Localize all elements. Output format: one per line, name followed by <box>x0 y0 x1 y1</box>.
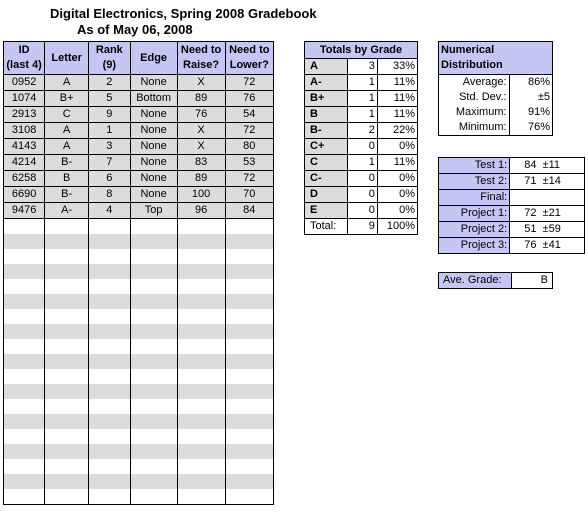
cell-edge[interactable]: Top <box>130 203 177 219</box>
empty-cell[interactable] <box>225 294 273 309</box>
cell-rank[interactable]: 2 <box>89 75 131 91</box>
gradebook-row <box>4 171 274 187</box>
distribution-value[interactable]: 86% <box>509 75 552 91</box>
empty-cell[interactable] <box>177 294 225 309</box>
tests-body <box>439 158 585 254</box>
grade-letter[interactable]: C <box>305 155 348 171</box>
gradebook-title <box>50 6 317 38</box>
distribution-row <box>439 120 553 136</box>
empty-cell[interactable] <box>130 249 177 264</box>
gradebook-empty-row <box>4 399 274 414</box>
empty-cell[interactable] <box>130 399 177 414</box>
cell-rank[interactable]: 9 <box>89 107 131 123</box>
test-label[interactable]: Final: <box>439 190 510 206</box>
grade-count[interactable]: 0 <box>348 203 378 219</box>
test-score[interactable]: 72 ±21 <box>510 206 585 222</box>
cell-rank[interactable]: 6 <box>89 171 131 187</box>
totals-row <box>305 139 418 155</box>
empty-cell[interactable] <box>177 429 225 444</box>
totals-row <box>305 123 418 139</box>
totals-total-row <box>305 219 418 235</box>
cell-letter[interactable]: A <box>45 123 89 139</box>
grade-percent[interactable]: 0% <box>377 171 417 187</box>
empty-cell[interactable] <box>177 309 225 324</box>
distribution-row <box>439 75 553 91</box>
empty-cell[interactable] <box>177 369 225 384</box>
distribution-value[interactable]: 76% <box>509 120 552 136</box>
empty-cell[interactable] <box>45 339 89 354</box>
empty-cell[interactable] <box>130 309 177 324</box>
empty-cell[interactable] <box>225 354 273 369</box>
empty-cell[interactable] <box>89 309 131 324</box>
empty-cell[interactable] <box>45 444 89 459</box>
empty-cell[interactable] <box>130 384 177 399</box>
cell-edge[interactable]: None <box>130 171 177 187</box>
cell-edge[interactable]: Bottom <box>130 91 177 107</box>
distribution-value[interactable]: ±5 <box>509 90 552 105</box>
empty-cell[interactable] <box>89 414 131 429</box>
empty-cell[interactable] <box>4 294 45 309</box>
totals-header[interactable]: Totals by Grade <box>305 42 418 59</box>
grade-count[interactable]: 0 <box>348 139 378 155</box>
empty-cell[interactable] <box>225 384 273 399</box>
empty-cell[interactable] <box>225 339 273 354</box>
cell-id[interactable]: 4214 <box>4 155 45 171</box>
empty-cell[interactable] <box>45 279 89 294</box>
grade-percent[interactable]: 11% <box>377 75 417 91</box>
empty-cell[interactable] <box>225 249 273 264</box>
grade-letter[interactable]: D <box>305 187 348 203</box>
empty-cell[interactable] <box>225 279 273 294</box>
empty-cell[interactable] <box>45 429 89 444</box>
cell-id[interactable]: 4143 <box>4 139 45 155</box>
gradebook-row <box>4 75 274 91</box>
empty-cell[interactable] <box>177 489 225 505</box>
test-label[interactable]: Project 2: <box>439 222 510 238</box>
grade-percent[interactable]: 0% <box>377 203 417 219</box>
empty-cell[interactable] <box>89 459 131 474</box>
empty-cell[interactable] <box>89 429 131 444</box>
empty-cell[interactable] <box>177 444 225 459</box>
numerical-distribution-table <box>438 41 553 136</box>
empty-cell[interactable] <box>177 279 225 294</box>
empty-cell[interactable] <box>4 264 45 279</box>
empty-cell[interactable] <box>45 459 89 474</box>
gradebook-body <box>4 75 274 505</box>
empty-cell[interactable] <box>45 399 89 414</box>
tests-table <box>438 157 585 254</box>
distribution-value[interactable]: 91% <box>509 105 552 120</box>
empty-cell[interactable] <box>89 279 131 294</box>
cell-id[interactable]: 3108 <box>4 123 45 139</box>
test-score[interactable]: 84 ±11 <box>510 158 585 174</box>
grade-percent[interactable]: 0% <box>377 187 417 203</box>
gradebook-empty-row <box>4 414 274 429</box>
totals-row <box>305 75 418 91</box>
distribution-label[interactable]: Minimum: <box>439 120 510 136</box>
gradebook-empty-row <box>4 234 274 249</box>
cell-letter[interactable]: A <box>45 75 89 91</box>
cell-lower[interactable]: 70 <box>225 187 273 203</box>
cell-lower[interactable]: 72 <box>225 123 273 139</box>
empty-cell[interactable] <box>130 429 177 444</box>
cell-lower[interactable]: 72 <box>225 75 273 91</box>
empty-cell[interactable] <box>130 459 177 474</box>
grade-count[interactable]: 1 <box>348 155 378 171</box>
empty-cell[interactable] <box>4 369 45 384</box>
empty-cell[interactable] <box>225 399 273 414</box>
empty-cell[interactable] <box>45 309 89 324</box>
empty-cell[interactable] <box>177 234 225 249</box>
gradebook-row <box>4 155 274 171</box>
empty-cell[interactable] <box>4 249 45 264</box>
grade-count[interactable]: 1 <box>348 91 378 107</box>
empty-cell[interactable] <box>45 294 89 309</box>
empty-cell[interactable] <box>130 474 177 489</box>
distribution-body <box>439 75 553 136</box>
empty-cell[interactable] <box>45 219 89 235</box>
gradebook-row <box>4 139 274 155</box>
cell-lower[interactable]: 76 <box>225 91 273 107</box>
empty-cell[interactable] <box>4 324 45 339</box>
empty-cell[interactable] <box>4 339 45 354</box>
empty-cell[interactable] <box>89 369 131 384</box>
empty-cell[interactable] <box>177 414 225 429</box>
grade-letter[interactable]: A- <box>305 75 348 91</box>
empty-cell[interactable] <box>225 444 273 459</box>
empty-cell[interactable] <box>130 414 177 429</box>
cell-edge[interactable]: None <box>130 155 177 171</box>
gradebook-empty-row <box>4 249 274 264</box>
empty-cell[interactable] <box>225 414 273 429</box>
test-score[interactable]: 71 ±14 <box>510 174 585 190</box>
cell-edge[interactable]: None <box>130 139 177 155</box>
test-row <box>439 190 585 206</box>
col-rank-header[interactable]: Rank (9) <box>89 42 131 75</box>
cell-lower[interactable]: 84 <box>225 203 273 219</box>
col-letter-header[interactable]: Letter <box>45 42 89 75</box>
empty-cell[interactable] <box>177 324 225 339</box>
grade-count[interactable]: 1 <box>348 107 378 123</box>
distribution-header[interactable]: Numerical Distribution <box>439 42 553 75</box>
cell-raise[interactable]: X <box>177 139 225 155</box>
test-score[interactable] <box>510 190 585 206</box>
test-score[interactable]: 76 ±41 <box>510 238 585 254</box>
cell-letter[interactable]: B- <box>45 155 89 171</box>
cell-letter[interactable]: A <box>45 139 89 155</box>
test-row <box>439 238 585 254</box>
totals-row <box>305 91 418 107</box>
title-line2: As of May 06, 2008 <box>77 22 193 37</box>
test-score[interactable]: 51 ±59 <box>510 222 585 238</box>
grade-count[interactable]: 1 <box>348 75 378 91</box>
cell-rank[interactable]: 7 <box>89 155 131 171</box>
empty-cell[interactable] <box>177 339 225 354</box>
empty-cell[interactable] <box>89 399 131 414</box>
cell-edge[interactable]: None <box>130 123 177 139</box>
empty-cell[interactable] <box>89 234 131 249</box>
empty-cell[interactable] <box>45 324 89 339</box>
empty-cell[interactable] <box>225 264 273 279</box>
cell-id[interactable]: 2913 <box>4 107 45 123</box>
grade-count[interactable]: 3 <box>348 59 378 75</box>
test-label[interactable]: Project 3: <box>439 238 510 254</box>
grade-letter[interactable]: B <box>305 107 348 123</box>
empty-cell[interactable] <box>130 234 177 249</box>
empty-cell[interactable] <box>130 489 177 505</box>
empty-cell[interactable] <box>177 249 225 264</box>
gradebook-empty-row <box>4 489 274 505</box>
empty-cell[interactable] <box>225 459 273 474</box>
col-edge-header[interactable]: Edge <box>130 42 177 75</box>
gradebook-row <box>4 203 274 219</box>
cell-raise[interactable]: 96 <box>177 203 225 219</box>
empty-cell[interactable] <box>4 414 45 429</box>
distribution-row <box>439 90 553 105</box>
empty-cell[interactable] <box>89 384 131 399</box>
gradebook-empty-row <box>4 459 274 474</box>
gradebook-table <box>3 41 274 505</box>
empty-cell[interactable] <box>225 369 273 384</box>
grade-letter[interactable]: E <box>305 203 348 219</box>
cell-raise[interactable]: X <box>177 75 225 91</box>
cell-lower[interactable]: 72 <box>225 171 273 187</box>
totals-row <box>305 203 418 219</box>
gradebook-empty-row <box>4 324 274 339</box>
empty-cell[interactable] <box>89 324 131 339</box>
empty-cell[interactable] <box>225 489 273 505</box>
gradebook-empty-row <box>4 384 274 399</box>
cell-letter[interactable]: C <box>45 107 89 123</box>
cell-raise[interactable]: 76 <box>177 107 225 123</box>
empty-cell[interactable] <box>89 249 131 264</box>
distribution-label[interactable]: Std. Dev.: <box>439 90 510 105</box>
cell-letter[interactable]: B <box>45 171 89 187</box>
cell-lower[interactable]: 80 <box>225 139 273 155</box>
cell-raise[interactable]: 89 <box>177 171 225 187</box>
grade-percent[interactable]: 0% <box>377 139 417 155</box>
col-lower-header[interactable]: Need to Lower? <box>225 42 273 75</box>
cell-raise[interactable]: 89 <box>177 91 225 107</box>
cell-id[interactable]: 6258 <box>4 171 45 187</box>
empty-cell[interactable] <box>177 399 225 414</box>
cell-rank[interactable]: 5 <box>89 91 131 107</box>
totals-total-label[interactable]: Total: <box>305 219 348 235</box>
empty-cell[interactable] <box>45 474 89 489</box>
col-id-header[interactable]: ID (last 4) <box>4 42 45 75</box>
empty-cell[interactable] <box>4 399 45 414</box>
empty-cell[interactable] <box>89 264 131 279</box>
gradebook-empty-row <box>4 339 274 354</box>
cell-raise[interactable]: X <box>177 123 225 139</box>
gradebook-empty-row <box>4 219 274 235</box>
gradebook-row <box>4 187 274 203</box>
empty-cell[interactable] <box>225 324 273 339</box>
empty-cell[interactable] <box>4 309 45 324</box>
empty-cell[interactable] <box>89 219 131 235</box>
ave-grade-value[interactable]: B <box>511 273 552 289</box>
totals-total-count[interactable]: 9 <box>348 219 378 235</box>
test-row <box>439 174 585 190</box>
totals-total-pct[interactable]: 100% <box>377 219 417 235</box>
totals-row <box>305 59 418 75</box>
empty-cell[interactable] <box>89 444 131 459</box>
empty-cell[interactable] <box>177 354 225 369</box>
empty-cell[interactable] <box>4 444 45 459</box>
empty-cell[interactable] <box>225 474 273 489</box>
empty-cell[interactable] <box>4 489 45 505</box>
empty-cell[interactable] <box>45 489 89 505</box>
cell-id[interactable]: 9476 <box>4 203 45 219</box>
empty-cell[interactable] <box>130 354 177 369</box>
empty-cell[interactable] <box>4 384 45 399</box>
cell-rank[interactable]: 8 <box>89 187 131 203</box>
gradebook-empty-row <box>4 474 274 489</box>
empty-cell[interactable] <box>130 279 177 294</box>
gradebook-row <box>4 123 274 139</box>
empty-cell[interactable] <box>130 324 177 339</box>
totals-by-grade-table <box>304 41 418 235</box>
cell-edge[interactable]: None <box>130 107 177 123</box>
gradebook-header-row <box>4 42 274 75</box>
cell-edge[interactable]: None <box>130 187 177 203</box>
grade-letter[interactable]: B- <box>305 123 348 139</box>
gradebook-empty-row <box>4 309 274 324</box>
empty-cell[interactable] <box>45 354 89 369</box>
grade-percent[interactable]: 22% <box>377 123 417 139</box>
empty-cell[interactable] <box>177 264 225 279</box>
cell-rank[interactable]: 4 <box>89 203 131 219</box>
empty-cell[interactable] <box>45 249 89 264</box>
test-label[interactable]: Test 1: <box>439 158 510 174</box>
title-line1: Digital Electronics, Spring 2008 Gradebook <box>50 6 317 21</box>
grade-percent[interactable]: 33% <box>377 59 417 75</box>
average-grade-table <box>438 272 553 289</box>
empty-cell[interactable] <box>225 429 273 444</box>
empty-cell[interactable] <box>89 474 131 489</box>
empty-cell[interactable] <box>89 294 131 309</box>
empty-cell[interactable] <box>4 459 45 474</box>
distribution-label[interactable]: Average: <box>439 75 510 91</box>
empty-cell[interactable] <box>130 369 177 384</box>
empty-cell[interactable] <box>45 369 89 384</box>
grade-count[interactable]: 2 <box>348 123 378 139</box>
grade-letter[interactable]: C- <box>305 171 348 187</box>
cell-raise[interactable]: 83 <box>177 155 225 171</box>
totals-row <box>305 187 418 203</box>
empty-cell[interactable] <box>4 279 45 294</box>
totals-row <box>305 171 418 187</box>
gradebook-empty-row <box>4 429 274 444</box>
cell-rank[interactable]: 3 <box>89 139 131 155</box>
col-raise-header[interactable]: Need to Raise? <box>177 42 225 75</box>
empty-cell[interactable] <box>177 384 225 399</box>
gradebook-empty-row <box>4 369 274 384</box>
distribution-row <box>439 105 553 120</box>
test-row <box>439 222 585 238</box>
empty-cell[interactable] <box>225 234 273 249</box>
grade-count[interactable]: 0 <box>348 171 378 187</box>
grade-percent[interactable]: 11% <box>377 107 417 123</box>
empty-cell[interactable] <box>4 429 45 444</box>
gradebook-empty-row <box>4 444 274 459</box>
empty-cell[interactable] <box>130 294 177 309</box>
empty-cell[interactable] <box>4 354 45 369</box>
cell-letter[interactable]: B- <box>45 187 89 203</box>
gradebook-empty-row <box>4 264 274 279</box>
empty-cell[interactable] <box>225 219 273 235</box>
empty-cell[interactable] <box>130 444 177 459</box>
test-row <box>439 206 585 222</box>
empty-cell[interactable] <box>4 474 45 489</box>
empty-cell[interactable] <box>45 414 89 429</box>
empty-cell[interactable] <box>45 384 89 399</box>
empty-cell[interactable] <box>177 459 225 474</box>
grade-percent[interactable]: 11% <box>377 91 417 107</box>
test-row <box>439 158 585 174</box>
totals-body <box>305 59 418 219</box>
empty-cell[interactable] <box>130 264 177 279</box>
distribution-label[interactable]: Maximum: <box>439 105 510 120</box>
empty-cell[interactable] <box>177 219 225 235</box>
totals-row <box>305 155 418 171</box>
grade-percent[interactable]: 11% <box>377 155 417 171</box>
gradebook-empty-row <box>4 294 274 309</box>
ave-grade-label[interactable]: Ave. Grade: <box>439 273 512 289</box>
cell-raise[interactable]: 100 <box>177 187 225 203</box>
totals-row <box>305 107 418 123</box>
cell-rank[interactable]: 1 <box>89 123 131 139</box>
gradebook-row <box>4 107 274 123</box>
cell-letter[interactable]: B+ <box>45 91 89 107</box>
empty-cell[interactable] <box>89 339 131 354</box>
cell-id[interactable]: 6690 <box>4 187 45 203</box>
gradebook-empty-row <box>4 354 274 369</box>
test-label[interactable]: Test 2: <box>439 174 510 190</box>
empty-cell[interactable] <box>177 474 225 489</box>
grade-letter[interactable]: B+ <box>305 91 348 107</box>
cell-lower[interactable]: 53 <box>225 155 273 171</box>
grade-count[interactable]: 0 <box>348 187 378 203</box>
empty-cell[interactable] <box>130 219 177 235</box>
grade-letter[interactable]: C+ <box>305 139 348 155</box>
cell-id[interactable]: 1074 <box>4 91 45 107</box>
cell-letter[interactable]: A- <box>45 203 89 219</box>
empty-cell[interactable] <box>130 339 177 354</box>
grade-letter[interactable]: A <box>305 59 348 75</box>
empty-cell[interactable] <box>89 489 131 505</box>
empty-cell[interactable] <box>45 264 89 279</box>
empty-cell[interactable] <box>89 354 131 369</box>
empty-cell[interactable] <box>45 234 89 249</box>
gradebook-row <box>4 91 274 107</box>
cell-edge[interactable]: None <box>130 75 177 91</box>
cell-lower[interactable]: 54 <box>225 107 273 123</box>
empty-cell[interactable] <box>4 219 45 235</box>
gradebook-empty-row <box>4 279 274 294</box>
test-label[interactable]: Project 1: <box>439 206 510 222</box>
empty-cell[interactable] <box>225 309 273 324</box>
cell-id[interactable]: 0952 <box>4 75 45 91</box>
empty-cell[interactable] <box>4 234 45 249</box>
